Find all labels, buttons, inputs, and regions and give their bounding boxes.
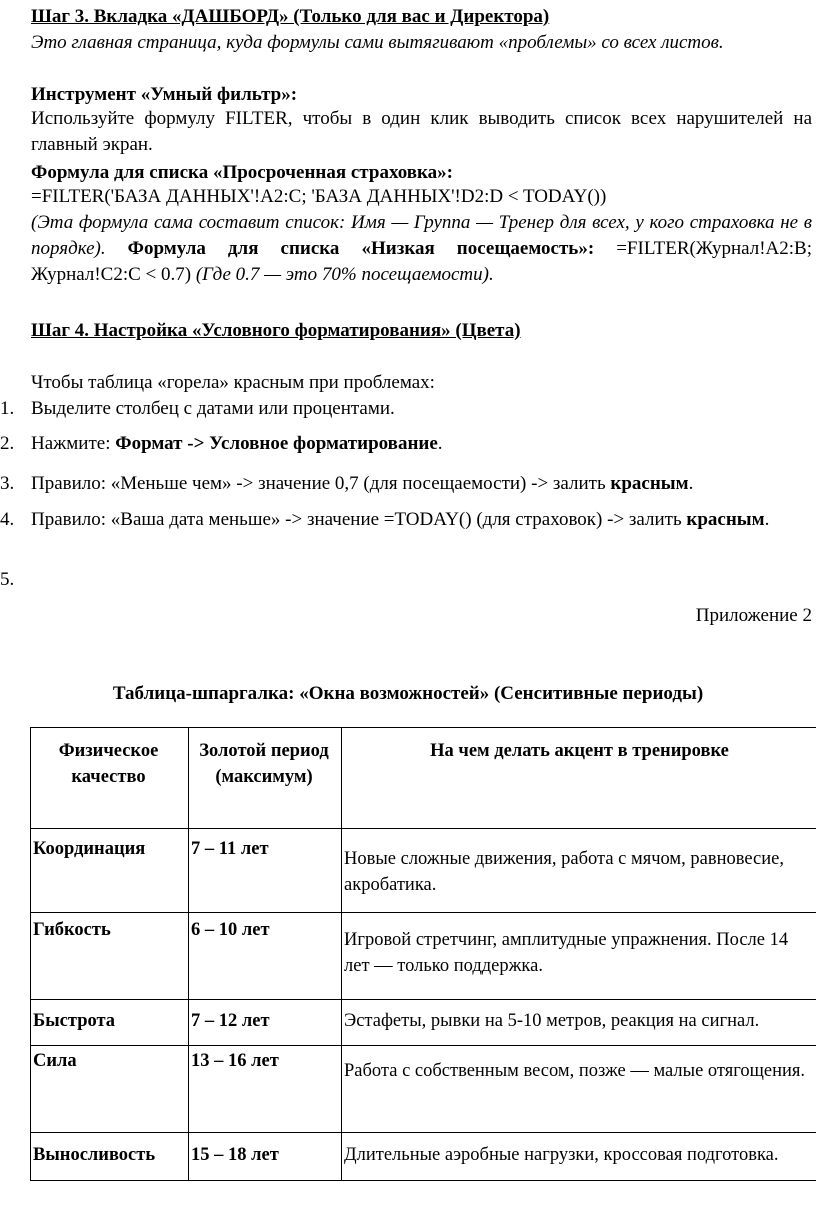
step4-heading: Шаг 4. Настройка «Условного форматирования» (Цвета) xyxy=(31,320,521,341)
list-item-1 xyxy=(0,396,812,422)
table-row xyxy=(31,1133,816,1181)
step3-subtitle: Это главная страница, куда формулы сами вытягивают «проблемы» со всех листов. xyxy=(31,32,724,53)
list-text: Выделите столбец с датами или процентами. xyxy=(31,398,395,419)
list-text: Правило: «Ваша дата меньше» -> значение =TODAY() (для страховок) -> залить красным. xyxy=(31,509,770,530)
table-title: Таблица-шпаргалка: «Окна возможностей» (Сенситивные периоды) xyxy=(112,683,704,704)
formula1-code: =FILTER('БАЗА ДАННЫХ'!A2:C; 'БАЗА ДАННЫХ'!D2:D < TODAY()) xyxy=(31,186,607,207)
header-focus: На чем делать акцент в тренировке xyxy=(342,728,816,829)
table-header-row xyxy=(31,728,816,829)
cell-period: 6 – 10 лет xyxy=(189,913,342,1000)
sensitive-periods-table xyxy=(30,727,816,1181)
list-number: 1. xyxy=(0,398,15,419)
cell-focus: Длительные аэробные нагрузки, кроссовая подготовка. xyxy=(342,1133,816,1181)
list-number: 4. xyxy=(0,509,15,530)
formula1-label: Формула для списка «Просроченная страховка»: xyxy=(31,162,453,183)
formula2-note: (Где 0.7 — это 70% посещаемости). xyxy=(195,264,494,286)
formula2-code: =FILTER(Журнал!A2:B; Журнал!C2:C < 0.7) xyxy=(31,238,813,286)
cell-quality: Выносливость xyxy=(31,1133,189,1181)
table-row xyxy=(31,829,816,913)
step4-intro: Чтобы таблица «горела» красным при проблемах: xyxy=(31,372,435,393)
appendix-label: Приложение 2 xyxy=(695,605,812,626)
cell-focus: Игровой стретчинг, амплитудные упражнения. После 14 лет — только поддержка. xyxy=(342,913,816,1000)
table-row xyxy=(31,913,816,1000)
list-number: 3. xyxy=(0,473,15,494)
tool-title: Инструмент «Умный фильтр»: xyxy=(31,84,298,105)
cell-quality: Сила xyxy=(31,1046,189,1133)
step3-heading: Шаг 3. Вкладка «ДАШБОРД» (Только для вас и Директора) xyxy=(31,6,550,27)
formula-paragraph xyxy=(31,210,812,289)
cell-quality: Быстрота xyxy=(31,1000,189,1046)
header-period: Золотой период (максимум) xyxy=(189,728,342,829)
list-number: 2. xyxy=(0,433,15,454)
list-item-2 xyxy=(0,431,812,457)
formula2-label: Формула для списка «Низкая посещаемость»: xyxy=(127,238,595,260)
cell-focus: Эстафеты, рывки на 5-10 метров, реакция на сигнал. xyxy=(342,1000,816,1046)
cell-focus: Работа с собственным весом, позже — малые отягощения. xyxy=(342,1046,816,1133)
cell-period: 15 – 18 лет xyxy=(189,1133,342,1181)
cell-period: 7 – 12 лет xyxy=(189,1000,342,1046)
cell-focus: Новые сложные движения, работа с мячом, равновесие, акробатика. xyxy=(342,829,816,913)
list-item-3 xyxy=(0,471,812,497)
list-number: 5. xyxy=(0,569,15,590)
header-quality: Физическое качество xyxy=(31,728,189,829)
table-row xyxy=(31,1000,816,1046)
table-row xyxy=(31,1046,816,1133)
list-text: Правило: «Меньше чем» -> значение 0,7 (для посещаемости) -> залить красным. xyxy=(31,473,694,494)
list-item-4 xyxy=(0,507,812,533)
cell-period: 13 – 16 лет xyxy=(189,1046,342,1133)
cell-period: 7 – 11 лет xyxy=(189,829,342,913)
cell-quality: Координация xyxy=(31,829,189,913)
cell-quality: Гибкость xyxy=(31,913,189,1000)
list-text: Нажмите: Формат -> Условное форматирование. xyxy=(31,433,443,454)
formula1-note: (Эта формула сама составит список: Имя — Группа — Тренер для всех, у кого страховка не в порядке). xyxy=(31,212,812,260)
tool-text: Используйте формулу FILTER, чтобы в один клик выводить список всех нарушителей на главный экран. xyxy=(31,108,812,156)
